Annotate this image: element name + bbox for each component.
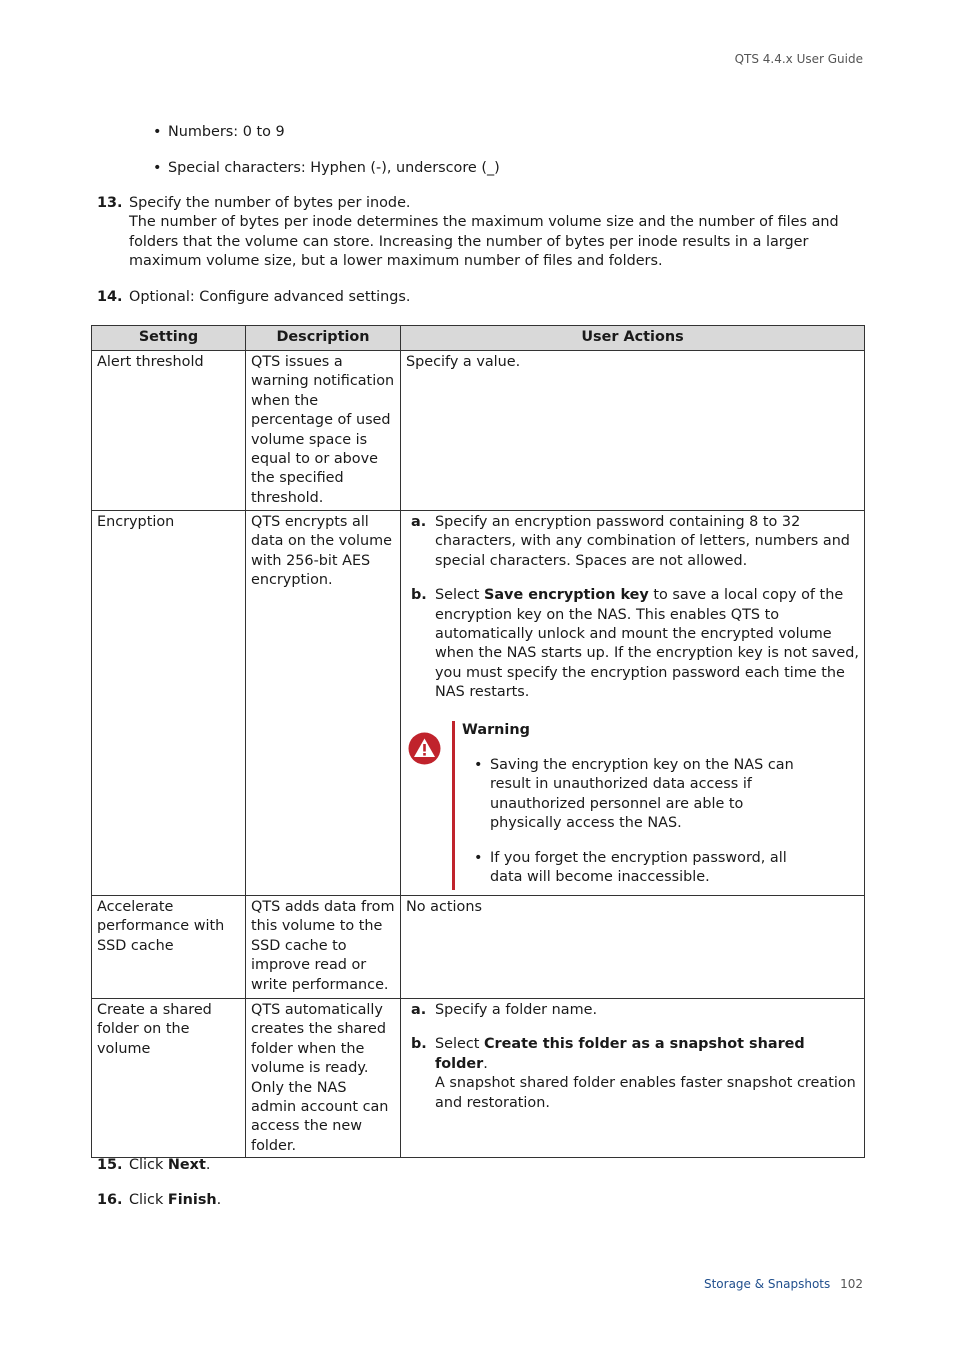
page-number: 102: [840, 1277, 863, 1291]
step-text-bold: Next: [167, 1157, 206, 1173]
warning-box: [452, 721, 859, 890]
action-cell: [401, 511, 865, 896]
description-cell: QTS adds data from this volume to the SSD cache to improve read or write performance.: [246, 896, 401, 999]
action-cell: Specify a value.: [401, 351, 865, 511]
action-text-post: .: [483, 1055, 488, 1072]
step-number: 16.: [97, 1192, 123, 1209]
step-text-post: .: [216, 1192, 222, 1209]
action-item: [406, 513, 859, 571]
step-text-pre: Click: [129, 1192, 168, 1209]
action-label: b.: [411, 1036, 427, 1053]
table-row: [92, 511, 865, 896]
advanced-settings-table: [91, 325, 865, 1158]
step-text-bold: Finish: [167, 1192, 217, 1209]
column-header-description: Description: [246, 326, 401, 351]
warning-callout: [406, 721, 859, 890]
step-text: Optional: Configure advanced settings.: [129, 288, 411, 305]
action-cell: No actions: [401, 896, 865, 999]
action-text-bold: Save encryption key: [483, 587, 649, 604]
warning-icon: [408, 732, 441, 765]
step-number: 15.: [97, 1157, 123, 1173]
step-number: 14.: [97, 288, 123, 305]
character-bullets: [153, 123, 500, 195]
step-item: [97, 1191, 857, 1210]
action-text: Specify a folder name.: [435, 1002, 598, 1018]
action-item: [406, 1035, 859, 1113]
step-number: 13.: [97, 195, 123, 211]
column-header-user-actions: User Actions: [401, 326, 865, 351]
bullet-item: • Special characters: Hyphen (-), underscore (_): [153, 159, 500, 178]
action-list: [406, 1001, 859, 1113]
action-label: a.: [411, 1002, 427, 1018]
warning-item: • If you forget the encryption password, all data will become inaccessible.: [462, 849, 800, 888]
step-description: The number of bytes per inode determines the maximum volume size and the number of files and folders that the volume can store. Increasing the number of bytes per inode results in a larger maximum volume size, but a lower maximum number of files and folders.: [129, 214, 839, 270]
action-text-pre: Select: [435, 587, 484, 604]
action-text-post: to save a local copy of the encryption key on the NAS. This enables QTS to automatically unlock and mount the encrypted volume when the NAS starts up. If the encryption key is not saved, you must specify the encryption password each time the NAS restarts.: [435, 587, 859, 701]
action-description: A snapshot shared folder enables faster snapshot creation and restoration.: [435, 1075, 856, 1111]
steps-list-bottom: [97, 1156, 857, 1227]
step-text-post: .: [205, 1157, 211, 1173]
steps-list-top: [97, 194, 857, 323]
warning-item: • Saving the encryption key on the NAS can result in unauthorized data access if unauthorized personnel are able to physically access the NAS.: [462, 756, 800, 834]
step-item: [97, 194, 857, 272]
table-header-row: [92, 326, 865, 351]
description-cell: QTS issues a warning notification when the percentage of used volume space is equal to or above the specified threshold.: [246, 351, 401, 511]
setting-cell: Accelerate performance with SSD cache: [92, 896, 246, 999]
table-row: [92, 999, 865, 1158]
action-label: b.: [411, 587, 427, 604]
setting-cell: Encryption: [92, 511, 246, 896]
action-item: [406, 586, 859, 702]
action-text-bold: Create this folder as a snapshot shared folder: [435, 1036, 805, 1072]
description-cell: QTS automatically creates the shared folder when the volume is ready. Only the NAS admin account can access the new folder.: [246, 999, 401, 1158]
step-text: Specify the number of bytes per inode.: [129, 195, 411, 211]
table-row: [92, 351, 865, 511]
table-row: [92, 896, 865, 999]
step-item: [97, 288, 857, 307]
description-cell: QTS encrypts all data on the volume with 256-bit AES encryption.: [246, 511, 401, 896]
step-item: [97, 1156, 857, 1175]
action-item: [406, 1001, 859, 1020]
action-label: a.: [411, 514, 427, 530]
page-footer: [704, 1275, 863, 1294]
column-header-setting: Setting: [92, 326, 246, 351]
warning-list: [462, 756, 859, 887]
bullet-item: • Numbers: 0 to 9: [153, 123, 500, 142]
running-header: QTS 4.4.x User Guide: [734, 52, 863, 66]
step-text-pre: Click: [129, 1157, 168, 1173]
setting-cell: Create a shared folder on the volume: [92, 999, 246, 1158]
warning-title: Warning: [462, 721, 530, 738]
action-text-pre: Select: [435, 1036, 484, 1053]
action-text: Specify an encryption password containing 8 to 32 characters, with any combination of letters, numbers and special characters. Spaces are not allowed.: [435, 514, 850, 569]
footer-section-link[interactable]: Storage & Snapshots: [703, 1277, 831, 1291]
action-list: [406, 513, 859, 703]
setting-cell: Alert threshold: [92, 351, 246, 511]
action-cell: [401, 999, 865, 1158]
